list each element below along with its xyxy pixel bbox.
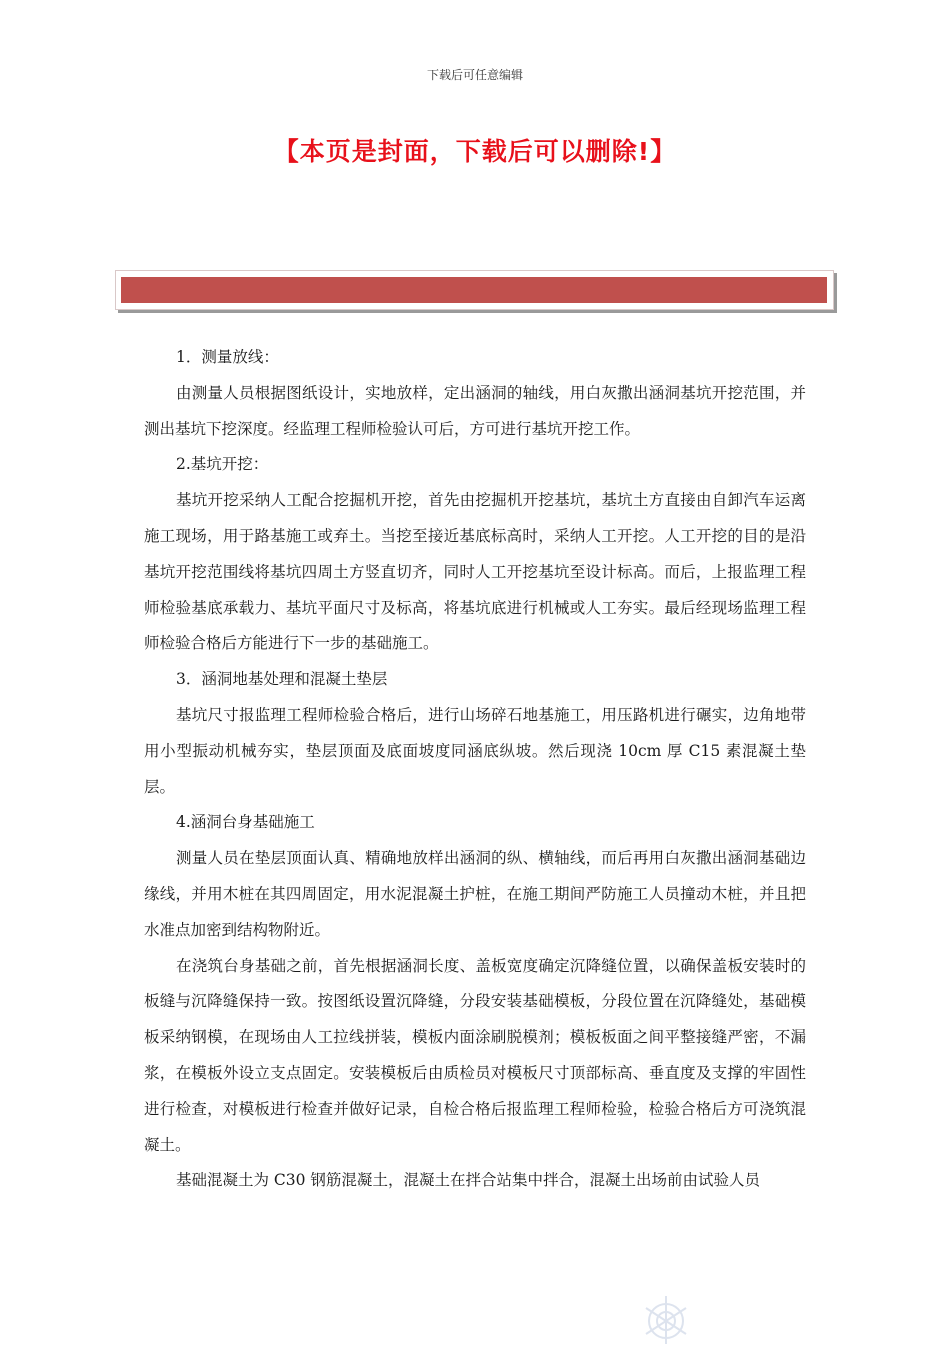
- banner-bar: [121, 277, 827, 303]
- section-heading: 1．测量放线：: [176, 348, 279, 366]
- section-heading: 2.基坑开挖：: [176, 455, 269, 474]
- paragraph: 基坑尺寸报监理工程师检验合格后，进行山场碎石地基施工，用压路机进行碾实，边角地带用小型振动机械夯实，垫层顶面及底面坡度同涵底纵坡。然后现浇 10cm 厚 C15 素混凝土垫层。: [144, 705, 806, 796]
- section-heading: 3．涵洞地基处理和混凝土垫层: [176, 670, 388, 689]
- paragraph: 在浇筑台身基础之前，首先根据涵洞长度、盖板宽度确定沉降缝位置，以确保盖板安装时的板缝与沉降缝保持一致。按图纸设置沉降缝，分段安装基础模板，分段位置在沉降缝处，基础模板采纳钢模，在现场由人工拉线拼装，模板内面涂刷脱模剂；模板板面之间平整接缝严密，不漏浆，在模板外设立支点固定。安装模板后由质检员对模板尺寸顶部标高、垂直度及支撑的牢固性进行检查，对模板进行检查并做好记录，自检合格后报监理工程师检验，检验合格后方可浇筑混凝土。: [144, 956, 806, 1154]
- paragraph: 测量人员在垫层顶面认真、精确地放样出涵洞的纵、横轴线，而后再用白灰撒出涵洞基础边缘线，并用木桩在其四周固定，用水泥混凝土护桩，在施工期间严防施工人员撞动木桩，并且把水准点加密到结构物附近。: [144, 849, 806, 939]
- decorative-banner: [115, 270, 834, 310]
- paragraph: 由测量人员根据图纸设计，实地放样，定出涵洞的轴线，用白灰撒出涵洞基坑开挖范围，并测出基坑下挖深度。经监理工程师检验认可后，方可进行基坑开挖工作。: [144, 383, 806, 438]
- cover-title: 【本页是封面，下载后可以删除!】: [273, 137, 677, 166]
- snowflake-watermark-icon: [636, 1292, 696, 1344]
- section-heading: 4.涵洞台身基础施工: [176, 813, 315, 832]
- document-body: [144, 340, 806, 1199]
- header-note: 下载后可任意编辑: [426, 68, 523, 82]
- paragraph: 基础混凝土为 C30 钢筋混凝土，混凝土在拌合站集中拌合，混凝土出场前由试验人员: [176, 1171, 760, 1190]
- paragraph: 基坑开挖采纳人工配合挖掘机开挖，首先由挖掘机开挖基坑，基坑土方直接由自卸汽车运离施工现场，用于路基施工或弃土。当挖至接近基底标高时，采纳人工开挖。人工开挖的目的是沿基坑开挖范围线将基坑四周土方竖直切齐，同时人工开挖基坑至设计标高。而后，上报监理工程师检验基底承载力、基坑平面尺寸及标高，将基坑底进行机械或人工夯实。最后经现场监理工程师检验合格后方能进行下一步的基础施工。: [144, 491, 806, 653]
